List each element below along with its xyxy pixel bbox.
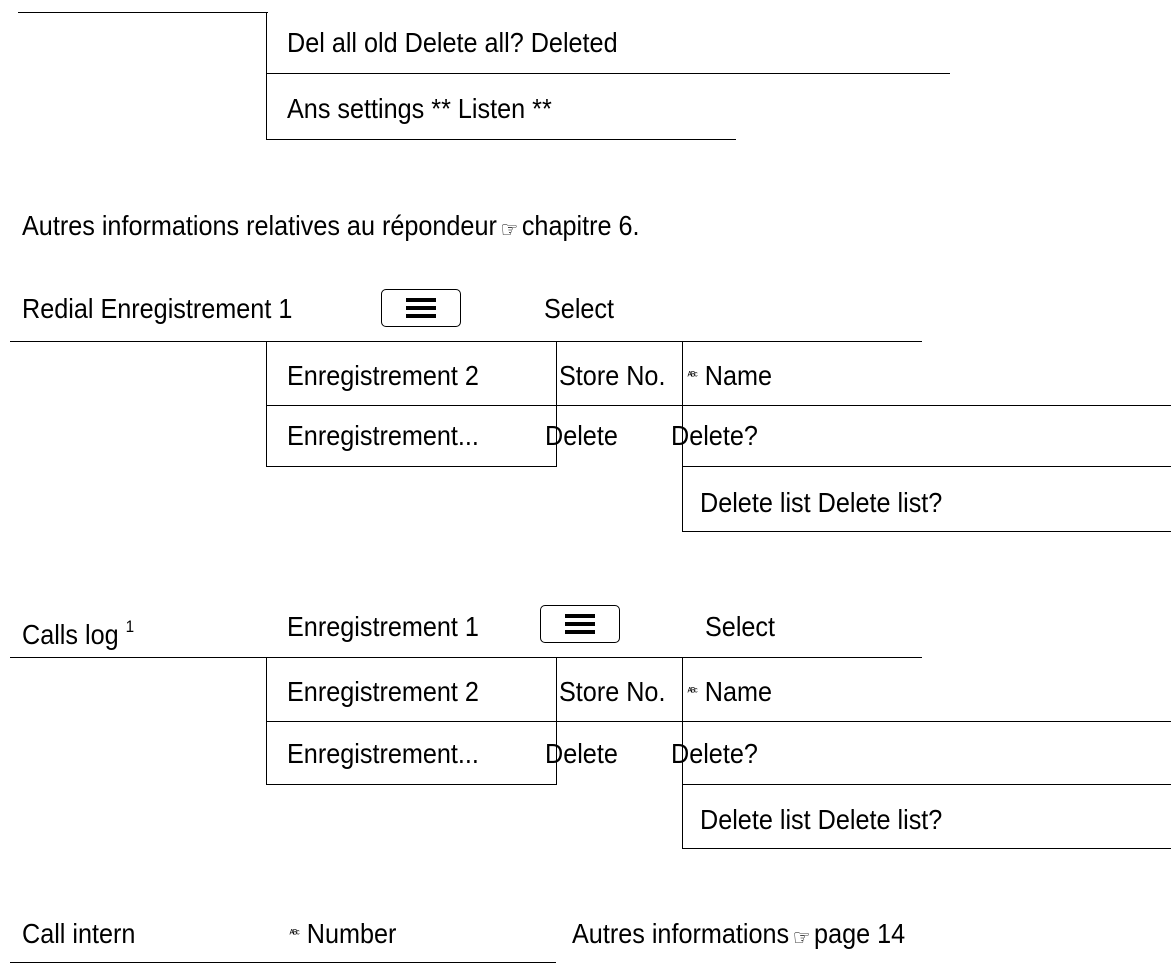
redial-row-3-right: Delete? <box>671 420 758 451</box>
menu-key-icon <box>381 289 461 327</box>
calls-log-row-3-mid: Delete <box>545 738 618 769</box>
redial-row-3-right-rule <box>682 466 1171 467</box>
calls-log-row-2-mid: Store No. <box>559 676 666 707</box>
calls-log-row-2-right: ᴬᴮᶜ Name <box>685 675 772 709</box>
keypad-icon: ᴬᴮᶜ <box>687 370 697 382</box>
ans-settings-rule <box>266 139 736 140</box>
calls-log-label: Calls log $^1$ <box>22 617 135 650</box>
calls-log-row-3-right: Delete? <box>671 738 758 769</box>
calls-log-top-rule <box>10 657 922 658</box>
redial-top-rule <box>10 341 922 342</box>
answering-note-ref: chapitre 6. <box>521 210 640 241</box>
ans-settings-entry: Ans settings ** Listen ** <box>287 93 552 124</box>
calls-log-row-2-rule <box>266 721 1171 722</box>
redial-left-connector <box>266 341 267 466</box>
call-intern-info: Autres informations ☞ page 14 <box>572 918 906 950</box>
calls-log-row-4: Delete list Delete list? <box>700 804 943 835</box>
redial-row-3-left: Enregistrement... <box>287 420 479 451</box>
redial-select: Select <box>544 293 615 324</box>
redial-row-2-left: Enregistrement 2 <box>287 360 479 391</box>
calls-log-row-3-left: Enregistrement... <box>287 738 479 769</box>
call-intern-ref: page 14 <box>814 918 906 949</box>
calls-log-row-3-left-rule <box>266 784 557 785</box>
top-rule <box>18 12 268 13</box>
calls-log-row-2-left: Enregistrement 2 <box>287 676 479 707</box>
redial-row-3-left-rule <box>266 466 557 467</box>
del-all-old-entry: Del all old Delete all? Deleted <box>287 27 618 58</box>
calls-log-entry: Enregistrement 1 <box>287 611 479 642</box>
answering-menu-connector <box>266 12 267 139</box>
redial-row-4-rule <box>682 531 1171 532</box>
keypad-icon: ᴬᴮᶜ <box>289 928 299 940</box>
calls-log-row-3-right-rule <box>682 784 1171 785</box>
pointing-hand-icon: ☞ <box>792 925 811 950</box>
redial-row-2-right: ᴬᴮᶜ Name <box>685 359 772 393</box>
call-intern-number: ᴬᴮᶜ Number <box>287 917 396 951</box>
redial-row-3-mid: Delete <box>545 420 618 451</box>
redial-row-2-mid: Store No. <box>559 360 666 391</box>
redial-label: Redial Enregistrement 1 <box>22 293 293 324</box>
answering-note-text: Autres informations relatives au répondeur <box>22 210 497 241</box>
footnote-marker: 1 <box>125 617 135 636</box>
menu-key-icon <box>540 605 620 643</box>
redial-row-2-rule <box>266 405 1171 406</box>
keypad-icon: ᴬᴮᶜ <box>687 686 697 698</box>
calls-log-select: Select <box>705 611 776 642</box>
call-intern-label: Call intern <box>22 918 136 949</box>
del-all-old-rule <box>266 73 950 74</box>
redial-row-4: Delete list Delete list? <box>700 487 943 518</box>
calls-log-row-4-rule <box>682 848 1171 849</box>
answering-note <box>22 209 639 247</box>
pointing-hand-icon: ☞ <box>500 217 519 242</box>
call-intern-rule <box>10 962 556 963</box>
